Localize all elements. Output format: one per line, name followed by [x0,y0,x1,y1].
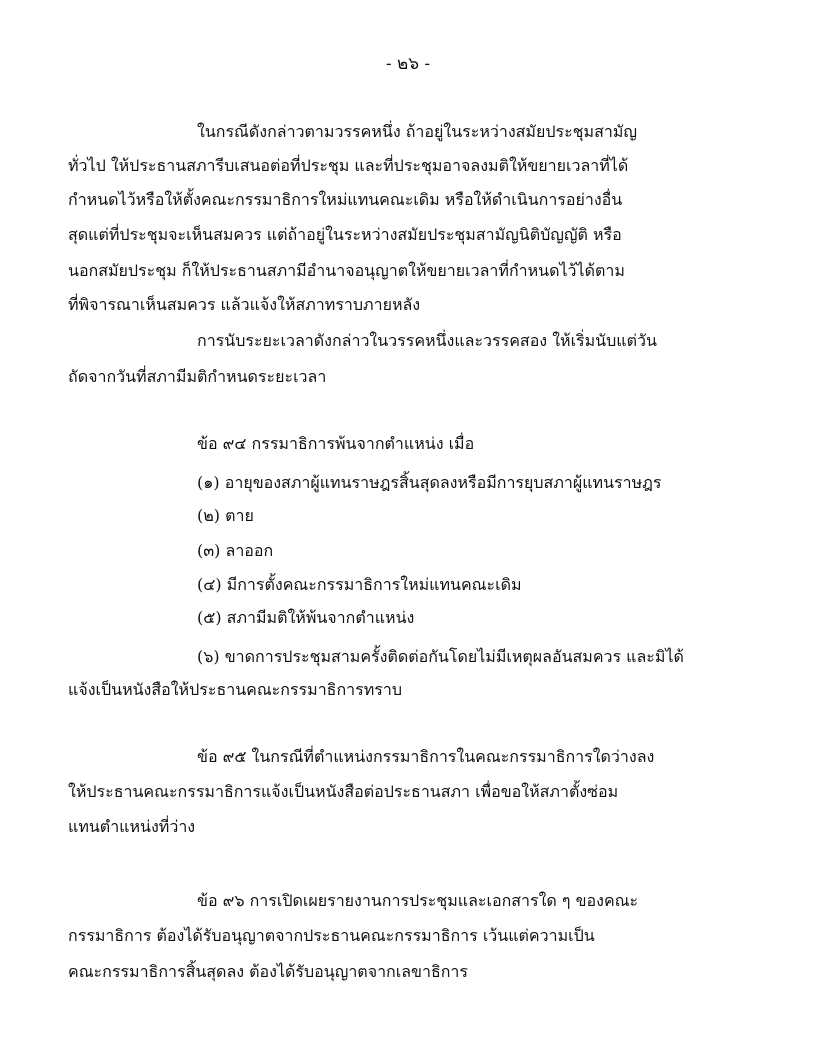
section-94-item-6: (๖) ขาดการประชุมสามครั้งติดต่อกันโดยไม่มีเหตุผลอันสมควร และมิได้ [197,647,684,666]
p1-line-4: สุดแต่ที่ประชุมจะเห็นสมควร แต่ถ้าอยู่ในระหว่างสมัยประชุมสามัญนิติบัญญัติ หรือ [68,225,622,244]
section-94-item-2: (๒) ตาย [197,506,254,525]
p1-line-6: ที่พิจารณาเห็นสมควร แล้วแจ้งให้สภาทราบภายหลัง [68,295,421,314]
section-96-line-2: กรรมาธิการ ต้องได้รับอนุญาตจากประธานคณะกรรมาธิการ เว้นแต่ความเป็น [68,926,595,945]
section-94-item-1: (๑) อายุของสภาผู้แทนราษฎรสิ้นสุดลงหรือมีการยุบสภาผู้แทนราษฎร [197,473,662,492]
section-96-line-3: คณะกรรมาธิการสิ้นสุดลง ต้องได้รับอนุญาตจากเลขาธิการ [68,962,468,981]
p1-line-5: นอกสมัยประชุม ก็ให้ประธานสภามีอำนาจอนุญาตให้ขยายเวลาที่กำหนดไว้ได้ตาม [68,261,625,280]
section-94-item-5: (๕) สภามีมติให้พ้นจากตำแหน่ง [197,608,415,627]
section-94-item-3: (๓) ลาออก [197,541,274,560]
p2-line-1: การนับระยะเวลาดังกล่าวในวรรคหนึ่งและวรรคสอง ให้เริ่มนับแต่วัน [197,331,657,350]
section-94-item-6-cont: แจ้งเป็นหนังสือให้ประธานคณะกรรมาธิการทราบ [68,680,402,699]
section-95-line-1: ข้อ ๙๕ ในกรณีที่ตำแหน่งกรรมาธิการในคณะกรรมาธิการใดว่างลง [197,747,655,766]
p1-line-1: ในกรณีดังกล่าวตามวรรคหนึ่ง ถ้าอยู่ในระหว่างสมัยประชุมสามัญ [197,122,638,141]
page-number: - ๒๖ - [385,54,431,74]
section-95-line-2: ให้ประธานคณะกรรมาธิการแจ้งเป็นหนังสือต่อประธานสภา เพื่อขอให้สภาตั้งซ่อม [68,782,619,801]
p1-line-3: กำหนดไว้หรือให้ตั้งคณะกรรมาธิการใหม่แทนคณะเดิม หรือให้ดำเนินการอย่างอื่น [68,190,623,209]
section-94-heading: ข้อ ๙๔ กรรมาธิการพ้นจากตำแหน่ง เมื่อ [197,434,475,453]
section-95-line-3: แทนตำแหน่งที่ว่าง [68,817,196,836]
p2-line-2: ถัดจากวันที่สภามีมติกำหนดระยะเวลา [68,367,327,386]
section-96-line-1: ข้อ ๙๖ การเปิดเผยรายงานการประชุมและเอกสารใด ๆ ของคณะ [197,891,639,910]
p1-line-2: ทั่วไป ให้ประธานสภารีบเสนอต่อที่ประชุม และที่ประชุมอาจลงมติให้ขยายเวลาที่ได้ [68,156,629,175]
section-94-item-4: (๔) มีการตั้งคณะกรรมาธิการใหม่แทนคณะเดิม [197,575,522,594]
